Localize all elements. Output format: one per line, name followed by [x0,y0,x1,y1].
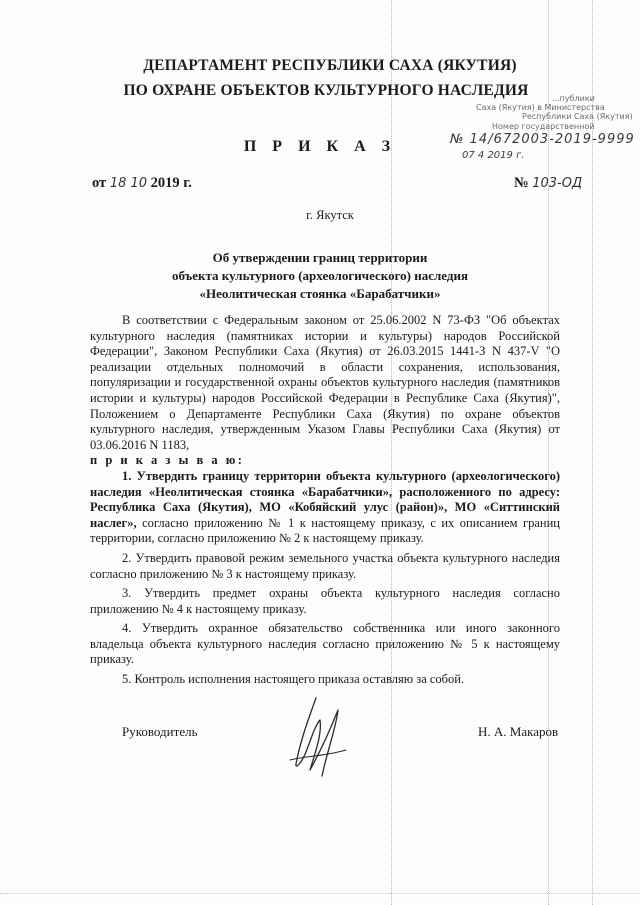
document-date [92,175,192,192]
date-year: 2019 г. [150,175,192,191]
stamp-line: Саха (Якутия) в Министерства [476,103,605,112]
stamp-line: Номер государственной [492,122,595,131]
order-item-5: 5. Контроль исполнения настоящего приказа оставляю за собой. [122,672,465,687]
document-city: г. Якутск [306,208,354,222]
number-handwritten: 103-ОД [532,176,583,191]
stamp-line: Республики Саха (Якутия) [522,112,633,121]
stamp-line: ...публики [552,94,595,103]
order-item-3: 3. Утвердить предмет охраны объекта культурного наследия согласно приложению № 4 к настоящему приказу. [90,586,560,616]
subject-line: объекта культурного (археологического) наследия [171,268,468,283]
document-number [514,175,582,192]
document-subject [0,249,640,303]
department-name-line1: ДЕПАРТАМЕНТ РЕСПУБЛИКИ САХА (ЯКУТИЯ) [143,57,517,74]
date-prefix: от [92,175,107,191]
department-name-line2: ПО ОХРАНЕ ОБЪЕКТОВ КУЛЬТУРНОГО НАСЛЕДИЯ [123,82,529,99]
item1-text: согласно приложению № 1 к настоящему приказу, с их описанием границ территории, согласно приложению № 2 к настоящему приказу. [90,515,560,546]
subject-line: Об утверждении границ территории [212,250,428,265]
signatory-name: Н. А. Макаров [478,724,559,739]
signatory-title: Руководитель [122,724,198,739]
document-title: П Р И К А З [243,138,397,155]
order-word: п р и к а з ы в а ю: [90,453,245,468]
number-prefix: № [514,175,529,191]
order-item-4: 4. Утвердить охранное обязательство собственника или иного законного владельца объекта культурного наследия согласно приложению № 5 к настоящему приказу. [90,621,560,667]
item1-bold-text: 1. Утвердить границу территории объекта культурного (археологического) наследия «Неолитическая стоянка «Барабатчики», расположенного по адресу: Республика Саха (Якутия), МО «Кобяйский улус (район)», МО «Ситтинский наслег», [90,468,560,530]
date-handwritten: 18 10 [109,176,148,191]
document-body [90,313,560,688]
scan-artifact-line [0,893,640,894]
order-item-2: 2. Утвердить правовой режим земельного участка объекта культурного наследия согласно приложению № 3 к настоящему приказу. [90,550,560,581]
order-item-1 [90,469,560,547]
subject-line: «Неолитическая стоянка «Барабатчики» [199,286,441,301]
stamp-registration-number: № 14/672003-2019-9999 [450,132,635,147]
preamble-paragraph: В соответствии с Федеральным законом от 25.06.2002 N 73-ФЗ "Об объектах культурного наследия (памятниках истории и культуры) народов Российской Федерации", Законом Республики Саха (Якутия) от 26.03.2015 1441-З N 437-V "О реализации отдельных полномочий в области сохранения, использования, популяризации и государственной охраны объектов культурного наследия (памятников истории и культуры) народов Российской Федерации в Республике Саха (Якутия)", Положением о Департаменте Республики Саха (Якутия) по охране объектов культурного наследия, утвержденным Указом Главы Республики Саха (Якутия) от 03.06.2016 N 1183, [90,313,560,452]
stamp-date: 07 4 2019 г. [462,150,525,161]
handwritten-signature [286,690,356,780]
